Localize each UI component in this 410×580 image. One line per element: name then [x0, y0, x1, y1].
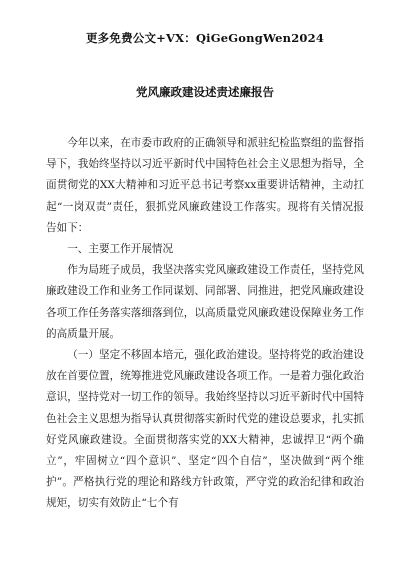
- paragraph-responsibility: 作为局班子成员，我坚决落实党风廉政建设工作责任，坚持党风廉政建设工作和业务工作同谋划、同部署、同推进，把党风廉政建设各项工作任务落实落细落到位，以高质量党风廉政建设保障业务工作的高质量开展。: [46, 264, 364, 340]
- section-heading-1: 一、主要工作开展情况: [67, 243, 174, 256]
- document-title: 党风廉政建设述责述廉报告: [136, 85, 274, 99]
- paragraph-political-construction: （一）坚定不移固本培元，强化政治建设。坚持将党的政治建设放在首要位置，统筹推进党风廉政建设各项工作。一是着力强化政治意识，坚持党对一切工作的领导。我始终坚持以习近平新时代中国特色社会主义思想为指导认真贯彻落实新时代党的建设总要求，扎实抓好党风廉政建设。全面贯彻落实党的XX大精神，忠诚捍卫“两个确立”，牢固树立“四个意识”、坚定“四个自信”，坚决做到“两个维护”。严格执行党的理论和路线方针政策，严守党的政治纪律和政治规矩，切实有效防止“七个有: [46, 349, 364, 510]
- document-body: [46, 133, 364, 515]
- paragraph-intro: 今年以来，在市委市政府的正确领导和派驻纪检监察组的监督指导下，我始终坚持以习近平新时代中国特色社会主义思想为指导，全面贯彻党的XX大精神和习近平总书记考察xx重要讲话精神，主动扛起“一岗双责”责任，狠抓党风廉政建设工作落实。现将有关情况报告如下：: [46, 137, 364, 234]
- watermark-header: 更多免费公文+VX：QiGeGongWen2024: [85, 31, 325, 45]
